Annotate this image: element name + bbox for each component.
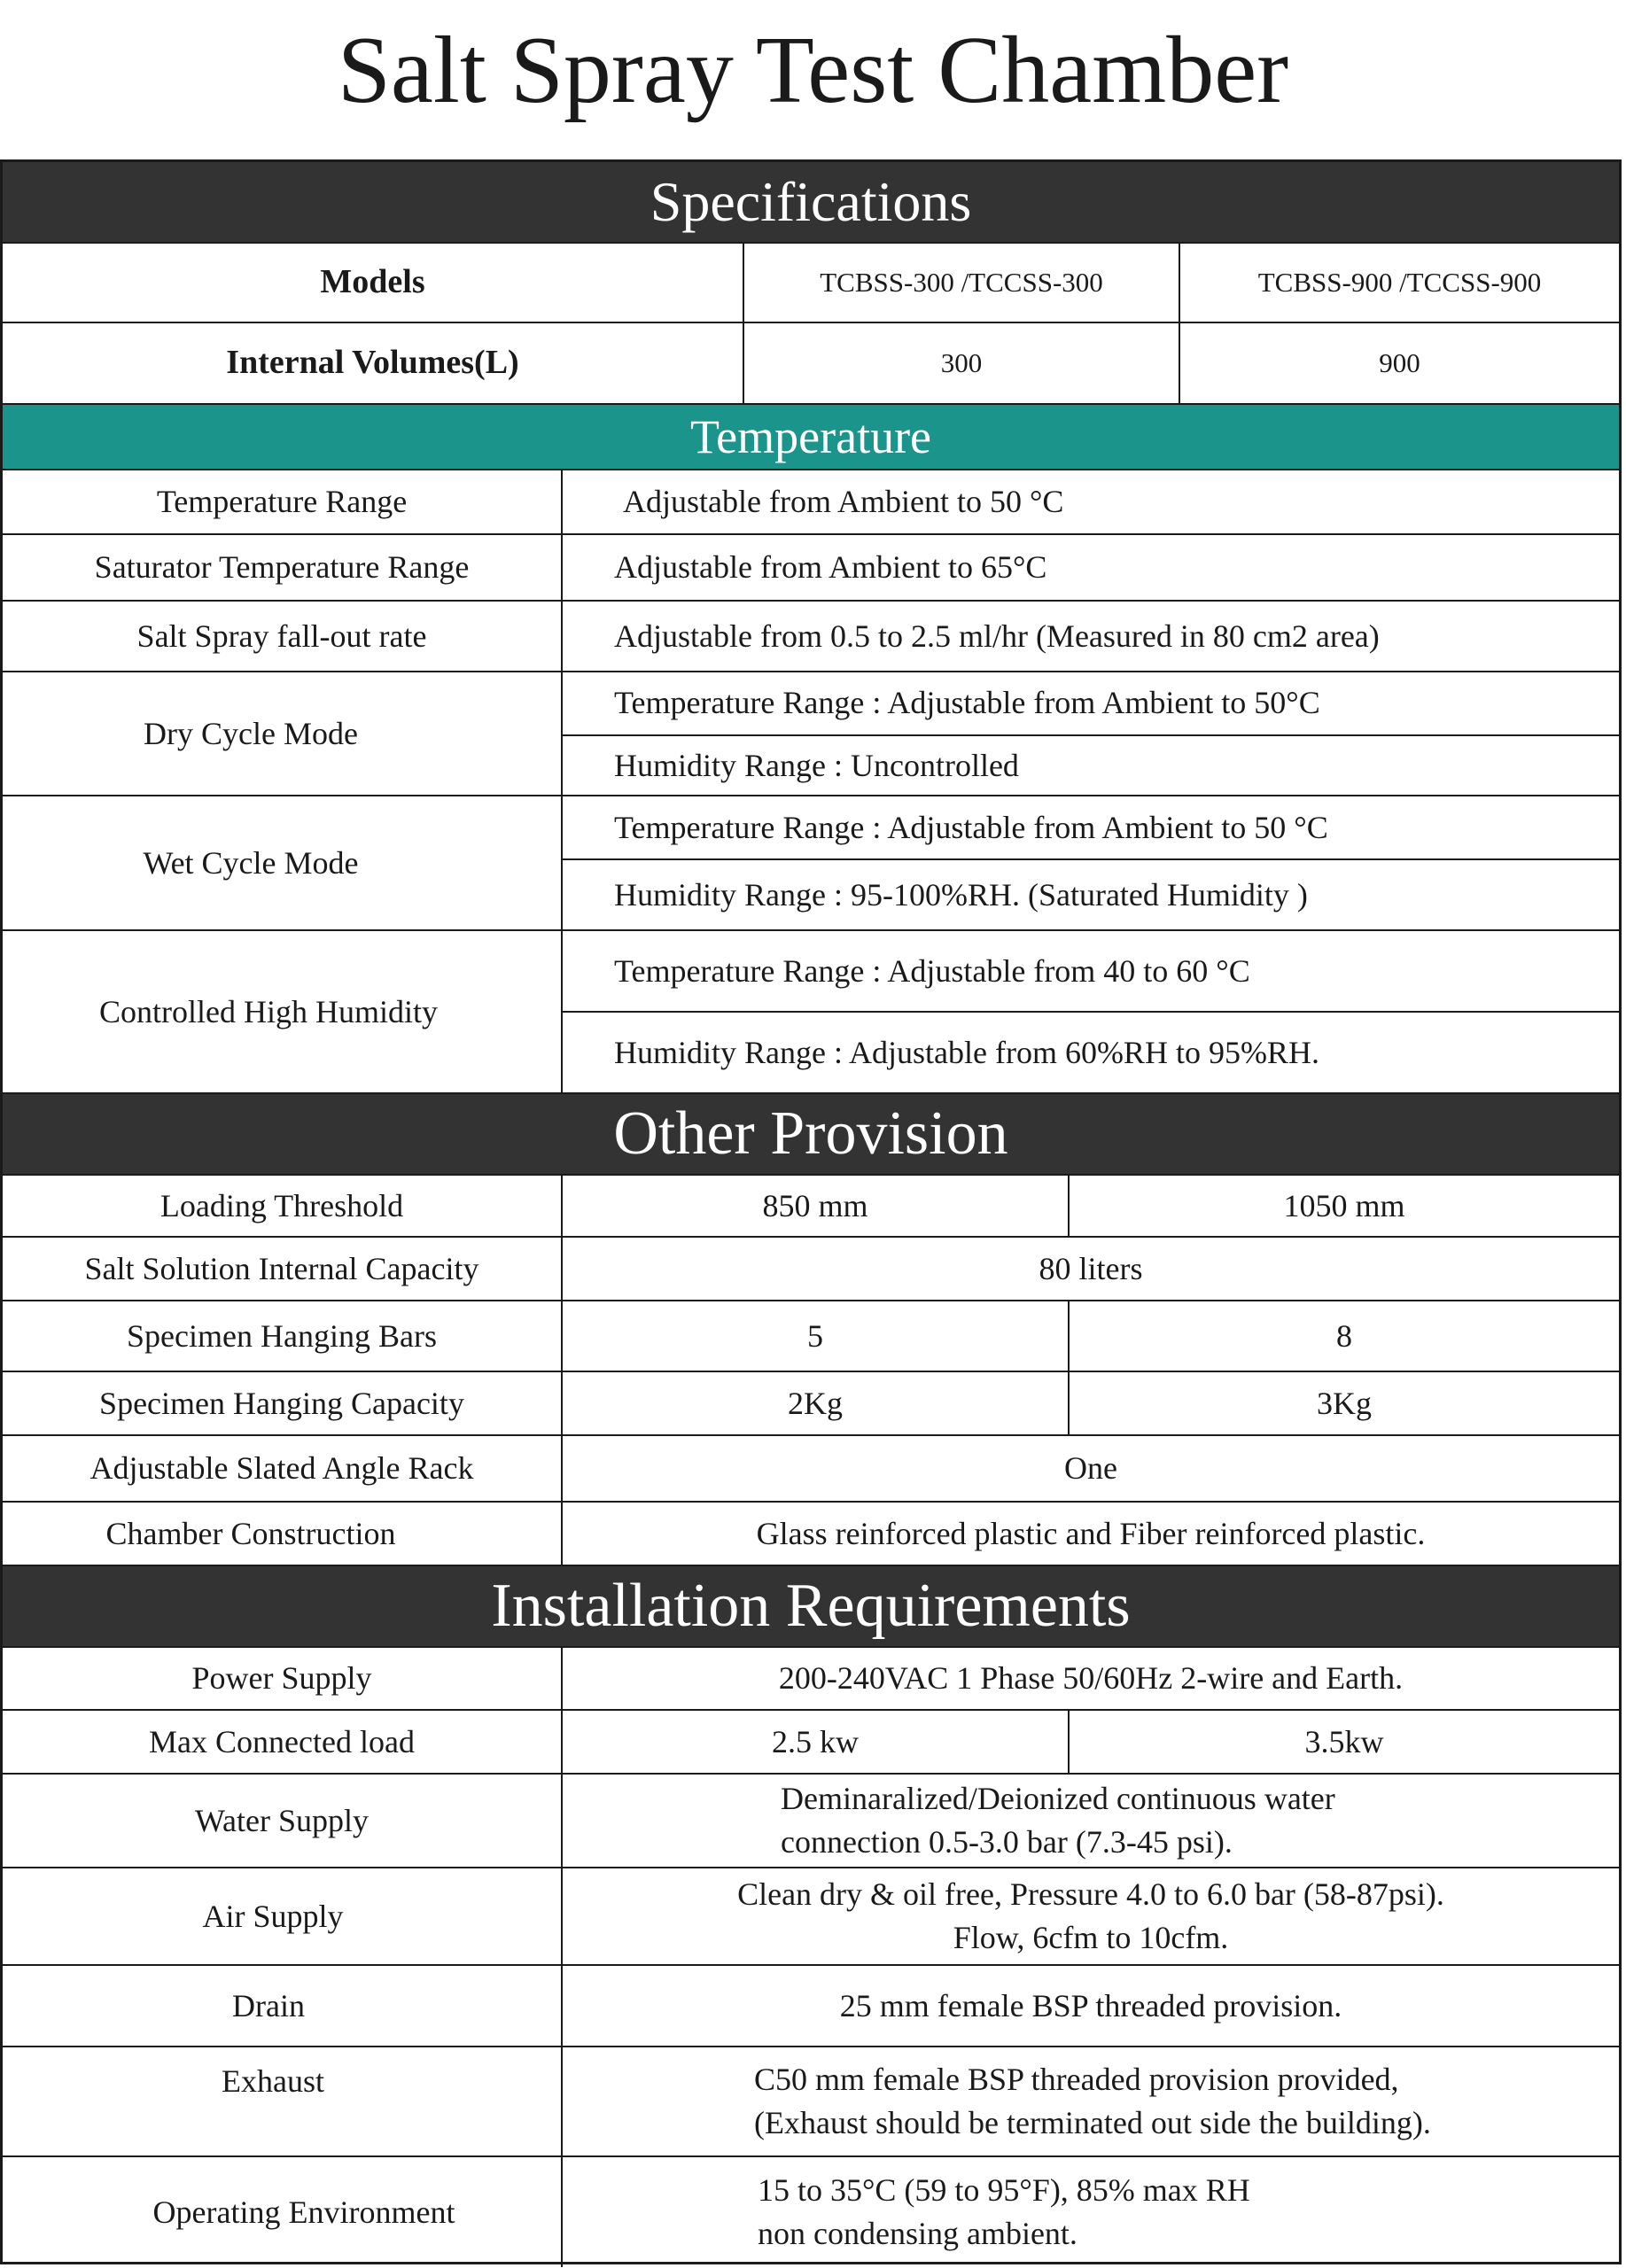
install-value: 25 mm female BSP threaded provision. <box>839 1987 1342 2023</box>
install-value-line: C50 mm female BSP threaded provision provided, <box>754 2062 1399 2098</box>
install-row <box>3 1711 1619 1775</box>
temp-row-value: Adjustable from Ambient to 50 °C <box>623 484 1064 520</box>
volume-b: 900 <box>1379 347 1420 379</box>
install-row <box>3 1775 1619 1868</box>
temp-row <box>3 469 1619 535</box>
provision-row <box>3 1301 1619 1372</box>
install-label: Operating Environment <box>152 2194 455 2230</box>
install-row <box>3 1646 1619 1711</box>
install-row <box>3 2047 1619 2157</box>
install-value <box>563 1868 1619 1964</box>
install-label: Water Supply <box>194 1802 370 1838</box>
install-value-line: Flow, 6cfm to 10cfm. <box>953 1920 1229 1955</box>
install-value <box>754 2047 1619 2155</box>
install-row <box>3 1868 1619 1966</box>
temp-row-label: Temperature Range <box>156 484 408 520</box>
temp-row <box>3 535 1619 602</box>
provision-label: Adjustable Slated Angle Rack <box>89 1450 474 1487</box>
provision-value-a: 5 <box>807 1317 823 1354</box>
temp-row-label: Salt Spray fall-out rate <box>136 617 427 654</box>
mode-label: Controlled High Humidity <box>99 993 438 1029</box>
mode-line: Humidity Range : 95-100%RH. (Saturated Humidity ) <box>614 876 1308 913</box>
mode-line: Temperature Range : Adjustable from Ambient to 50°C <box>614 684 1320 720</box>
provision-value: 80 liters <box>1039 1250 1143 1286</box>
install-label: Power Supply <box>191 1660 372 1697</box>
install-value-a: 2.5 kw <box>772 1723 859 1759</box>
mode-line: Humidity Range : Uncontrolled <box>614 747 1019 783</box>
provision-value-b: 3Kg <box>1317 1385 1372 1421</box>
provision-label: Salt Solution Internal Capacity <box>84 1250 479 1286</box>
specifications-heading: Specifications <box>3 162 1619 242</box>
provision-label: Specimen Hanging Capacity <box>99 1385 464 1421</box>
volumes-label: Internal Volumes(L) <box>226 344 519 382</box>
temp-row-value: Adjustable from 0.5 to 2.5 ml/hr (Measured in 80 cm2 area) <box>614 617 1380 654</box>
install-value-line: (Exhaust should be terminated out side the building). <box>754 2105 1431 2140</box>
mode-label: Dry Cycle Mode <box>144 715 358 751</box>
provision-row <box>3 1174 1619 1238</box>
model-b: TCBSS-900 /TCCSS-900 <box>1257 267 1542 299</box>
install-label: Air Supply <box>202 1898 344 1934</box>
install-value-b: 3.5kw <box>1304 1723 1384 1759</box>
install-value <box>781 1775 1619 1867</box>
install-value-line: connection 0.5-3.0 bar (7.3-45 psi). <box>781 1824 1233 1860</box>
mode-row <box>3 672 1619 796</box>
provision-value-a: 2Kg <box>788 1385 843 1421</box>
volume-a: 300 <box>940 347 983 379</box>
provision-row <box>3 1372 1619 1436</box>
mode-line: Temperature Range : Adjustable from Ambient to 50 °C <box>614 809 1328 845</box>
volumes-row <box>3 323 1619 405</box>
mode-line: Temperature Range : Adjustable from 40 to 60 °C <box>614 952 1250 989</box>
provision-label: Specimen Hanging Bars <box>127 1317 437 1354</box>
models-row <box>3 242 1619 323</box>
provision-row <box>3 1436 1619 1503</box>
spec-sheet <box>0 159 1622 2264</box>
mode-label: Wet Cycle Mode <box>143 844 359 881</box>
temp-row-label: Saturator Temperature Range <box>94 549 470 586</box>
provision-label: Chamber Construction <box>105 1515 396 1551</box>
install-value-line: Clean dry & oil free, Pressure 4.0 to 6.0 bar (58-87psi). <box>737 1876 1444 1913</box>
provision-value-b: 1050 mm <box>1283 1187 1405 1223</box>
temp-row <box>3 602 1619 672</box>
mode-row <box>3 931 1619 1094</box>
temp-row-value: Adjustable from Ambient to 65°C <box>614 549 1047 586</box>
provision-label: Loading Threshold <box>159 1187 404 1223</box>
page-title: Salt Spray Test Chamber <box>337 18 1289 123</box>
mode-row <box>3 796 1619 931</box>
install-row <box>3 2157 1619 2267</box>
provision-value: Glass reinforced plastic and Fiber reinforced plastic. <box>756 1515 1426 1551</box>
install-value <box>758 2157 1619 2267</box>
mode-line: Humidity Range : Adjustable from 60%RH to 95%RH. <box>614 1034 1319 1070</box>
install-row <box>3 1966 1619 2047</box>
install-value-line: 15 to 35°C (59 to 95°F), 85% max RH <box>758 2172 1250 2209</box>
install-label: Exhaust <box>222 2063 324 2099</box>
install-value-line: non condensing ambient. <box>758 2216 1078 2251</box>
install-value: 200-240VAC 1 Phase 50/60Hz 2-wire and Earth. <box>778 1660 1404 1697</box>
temperature-heading: Temperature <box>3 405 1619 469</box>
model-a: TCBSS-300 /TCCSS-300 <box>820 267 1103 299</box>
provision-value-b: 8 <box>1336 1317 1352 1354</box>
install-value-line: Deminaralized/Deionized continuous water <box>781 1781 1335 1817</box>
provision-row <box>3 1238 1619 1301</box>
provision-row <box>3 1503 1619 1566</box>
other-provision-heading: Other Provision <box>3 1094 1619 1174</box>
install-label: Max Connected load <box>149 1723 415 1759</box>
provision-value: One <box>1064 1450 1117 1487</box>
provision-value-a: 850 mm <box>762 1187 868 1223</box>
install-label: Drain <box>232 1987 305 2023</box>
installation-heading: Installation Requirements <box>3 1566 1619 1646</box>
models-label: Models <box>320 263 425 301</box>
